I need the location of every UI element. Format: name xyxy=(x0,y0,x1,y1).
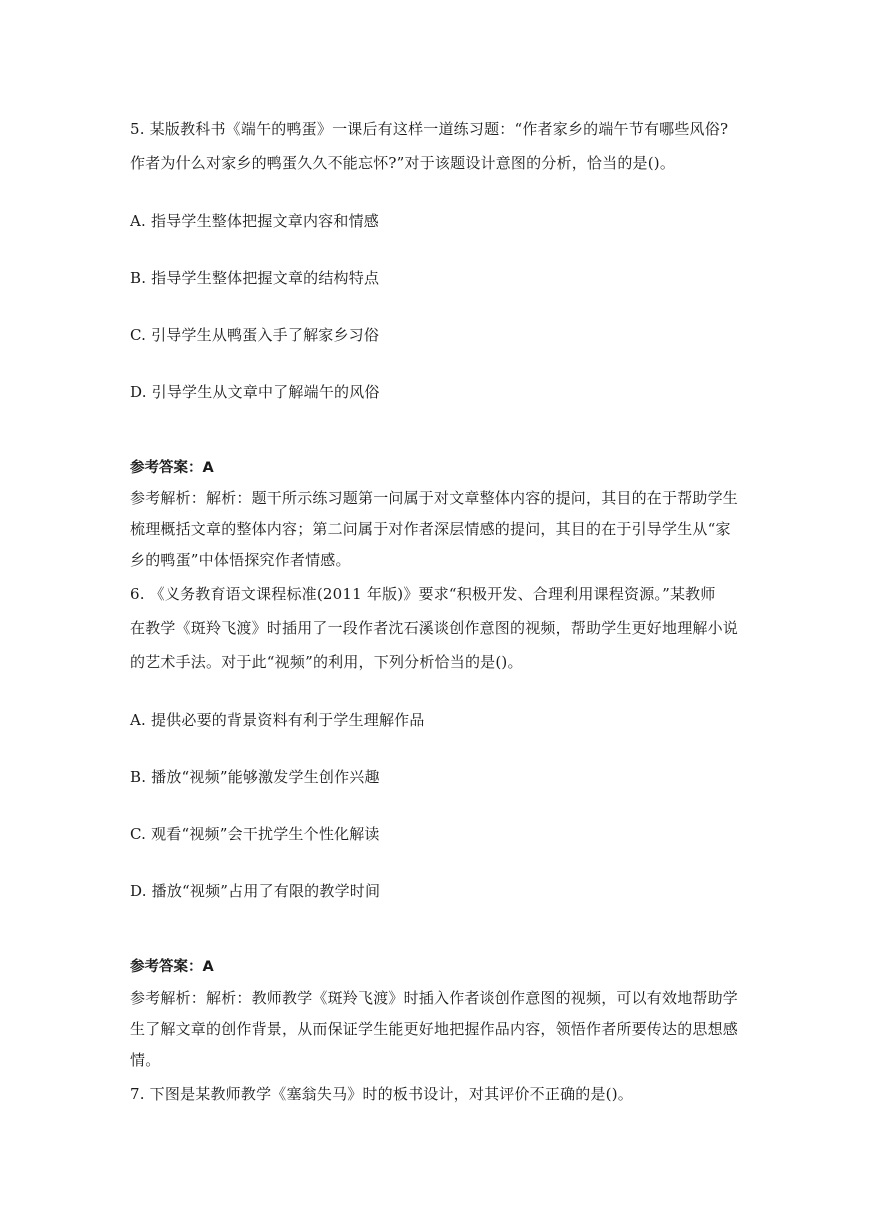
q5-stem-line-1: 5. 某版教科书《端午的鸭蛋》一课后有这样一道练习题：“作者家乡的端午节有哪些风俗? xyxy=(130,120,729,138)
q6-stem-line-1: 6. 《义务教育语文课程标准(2011 年版)》要求“积极开发、合理利用课程资源。”某教师 xyxy=(130,585,716,603)
q5-stem-line-2: 作者为什么对家乡的鸭蛋久久不能忘怀?”对于该题设计意图的分析，恰当的是()。 xyxy=(130,154,676,172)
q5-answer: 参考答案：A xyxy=(130,460,214,476)
q7-stem: 7. 下图是某教师教学《塞翁失马》时的板书设计，对其评价不正确的是()。 xyxy=(130,1085,633,1103)
q6-analysis-line-2: 生了解文章的创作背景，从而保证学生能更好地把握作品内容，领悟作者所要传达的思想感 xyxy=(130,1020,739,1038)
q5-analysis-line-2: 梳理概括文章的整体内容；第二问属于对作者深层情感的提问，其目的在于引导学生从“家 xyxy=(130,520,731,538)
q6-analysis-line-1: 参考解析：解析：教师教学《斑羚飞渡》时插入作者谈创作意图的视频，可以有效地帮助学 xyxy=(130,989,739,1007)
q5-analysis-line-3: 乡的鸭蛋”中体悟探究作者情感。 xyxy=(130,551,351,569)
q6-option-c: C. 观看“视频”会干扰学生个性化解读 xyxy=(130,825,380,843)
q5-option-d: D. 引导学生从文章中了解端午的风俗 xyxy=(130,383,380,401)
q5-option-c: C. 引导学生从鸭蛋入手了解家乡习俗 xyxy=(130,326,380,344)
q5-analysis-line-1: 参考解析：解析：题干所示练习题第一问属于对文章整体内容的提问，其目的在于帮助学生 xyxy=(130,489,739,507)
q6-option-a: A. 提供必要的背景资料有利于学生理解作品 xyxy=(130,711,425,729)
q6-option-d: D. 播放“视频”占用了有限的教学时间 xyxy=(130,882,381,900)
q6-answer: 参考答案：A xyxy=(130,959,214,975)
q5-option-b: B. 指导学生整体把握文章的结构特点 xyxy=(130,269,380,287)
q6-stem-line-2: 在教学《斑羚飞渡》时插用了一段作者沈石溪谈创作意图的视频，帮助学生更好地理解小说 xyxy=(130,619,739,637)
q6-option-b: B. 播放“视频”能够激发学生创作兴趣 xyxy=(130,768,380,786)
q5-option-a: A. 指导学生整体把握文章内容和情感 xyxy=(130,212,379,230)
q6-analysis-line-3: 情。 xyxy=(130,1051,161,1069)
q6-stem-line-3: 的艺术手法。对于此“视频”的利用，下列分析恰当的是()。 xyxy=(130,653,523,671)
